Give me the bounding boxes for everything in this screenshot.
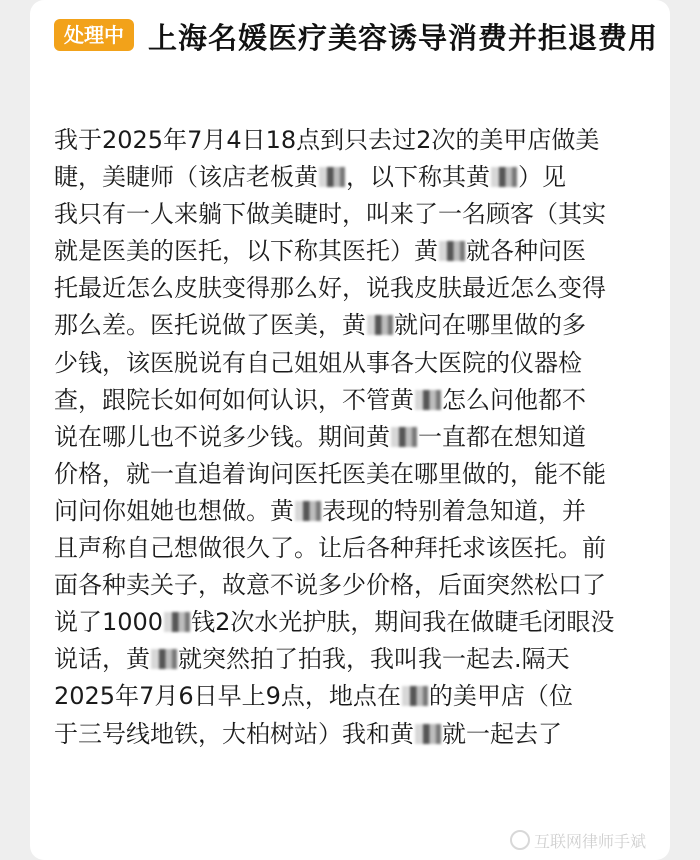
body-line: [54, 233, 664, 270]
redacted-name: [391, 427, 417, 447]
body-text: 问问你姐她也想做。黄: [54, 496, 294, 525]
body-text: 就一起去了: [442, 719, 562, 748]
redacted-name: [415, 724, 441, 744]
body-text: 睫，美睫师（该店老板黄: [54, 163, 318, 192]
body-text: 说了1000: [54, 608, 164, 637]
weibo-icon: [510, 830, 530, 850]
body-text: 我只有一人来躺下做美睫时，叫来了一名顾客（其实: [54, 200, 606, 229]
body-text: 就各种问医: [466, 237, 586, 266]
watermark: [510, 829, 646, 852]
body-text: 就是医美的医托，以下称其医托）黄: [54, 237, 438, 266]
body-line: [54, 419, 664, 456]
status-badge: 处理中: [54, 19, 134, 51]
post-body: [54, 122, 664, 753]
body-text: 且声称自己想做很久了。让后各种拜托求该医托。前: [54, 534, 606, 563]
body-text: 就问在哪里做的多: [394, 311, 586, 340]
body-line: [54, 678, 664, 715]
watermark-text: 互联网律师手斌: [533, 832, 646, 851]
body-text: 面各种卖关子，故意不说多少价格，后面突然松口了: [54, 571, 606, 600]
body-text: 托最近怎么皮肤变得那么好，说我皮肤最近怎么变得: [54, 274, 606, 303]
body-line: [54, 456, 664, 493]
redacted-name: [439, 241, 465, 261]
body-line: [54, 345, 664, 382]
redacted-name: [415, 390, 441, 410]
body-line: [54, 307, 664, 344]
redacted-name: [319, 167, 345, 187]
body-line: [54, 530, 664, 567]
body-text: 查，跟院长如何如何认识，不管黄: [54, 385, 414, 414]
body-line: [54, 716, 664, 753]
redacted-name: [402, 686, 428, 706]
body-text: 怎么问他都不: [442, 385, 586, 414]
body-line: [54, 196, 664, 233]
body-text: 说在哪儿也不说多少钱。期间黄: [54, 422, 390, 451]
redacted-name: [491, 167, 517, 187]
redacted-name: [164, 612, 190, 632]
post-header: [54, 18, 664, 58]
body-line: [54, 382, 664, 419]
body-text: 说话，黄: [54, 645, 150, 674]
body-line: [54, 493, 664, 530]
body-text: 少钱，该医脱说有自己姐姐从事各大医院的仪器检: [54, 348, 582, 377]
body-line: [54, 641, 664, 678]
redacted-name: [295, 501, 321, 521]
body-text: 一直都在想知道: [418, 422, 586, 451]
body-text: 2025年7月6日早上9点，地点在: [54, 682, 401, 711]
body-line: [54, 567, 664, 604]
body-text: 表现的特别着急知道，并: [322, 496, 586, 525]
body-text: 价格，就一直追着询问医托医美在哪里做的，能不能: [54, 459, 606, 488]
redacted-name: [151, 649, 177, 669]
body-text: 钱2次水光护肤，期间我在做睫毛闭眼没: [191, 608, 615, 637]
body-line: [54, 122, 664, 159]
body-text: 于三号线地铁，大柏树站）我和黄: [54, 719, 414, 748]
body-line: [54, 270, 664, 307]
complaint-card: [30, 0, 670, 860]
body-text: 我于2025年7月4日18点到只去过2次的美甲店做美: [54, 126, 600, 154]
body-text: 那么差。医托说做了医美，黄: [54, 311, 366, 340]
body-text: ，以下称其黄: [346, 163, 490, 192]
body-line: [54, 604, 664, 641]
body-text: ）见: [518, 163, 566, 192]
body-line: [54, 159, 664, 196]
body-text: 的美甲店（位: [428, 682, 573, 711]
redacted-name: [367, 315, 393, 335]
post-title[interactable]: 上海名媛医疗美容诱导消费并拒退费用: [148, 21, 659, 55]
body-text: 就突然拍了拍我，我叫我一起去.隔天: [178, 645, 570, 674]
